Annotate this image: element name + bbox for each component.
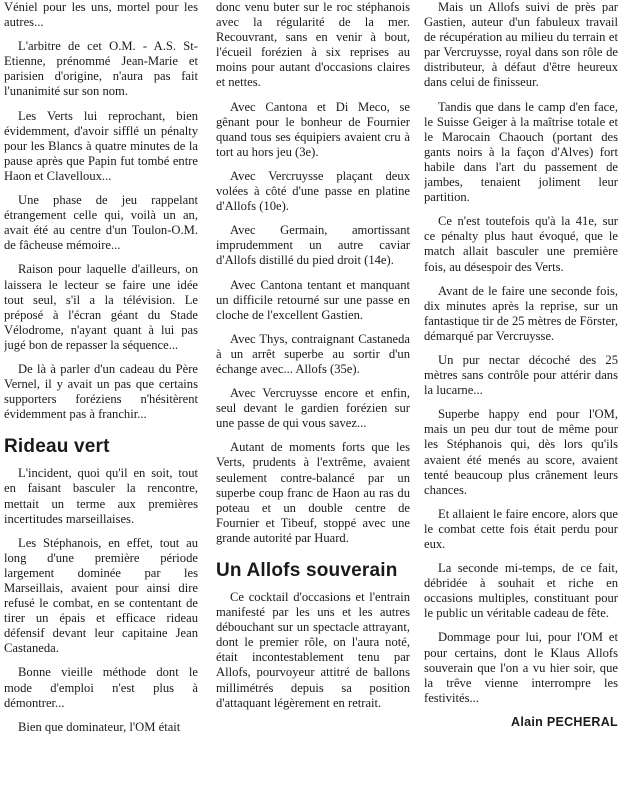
article-column-1 xyxy=(4,0,198,801)
article-paragraph: donc venu buter sur le roc stéphanois avec la régularité de la mer. Recouvrant, sans en venir à bout, l'écueil forézien à six reprises au moins pour autant d'occasions claires et nettes. xyxy=(216,0,410,90)
article-paragraph: Avec Vercruysse plaçant deux volées à côté d'une passe en platine d'Allofs (10e). xyxy=(216,168,410,214)
article-paragraph: Avec Cantona et Di Meco, se gênant pour le bonheur de Fournier quand tous ses équipiers avaient cru à tort au hors jeu (3e). xyxy=(216,99,410,159)
article-paragraph: Tandis que dans le camp d'en face, le Suisse Geiger à la maîtrise totale et le Marocain Chaouch (portant des gants noirs à la façon d'Alves) fort habile dans l'art du passement de jambes, tenaient joliment leur partition. xyxy=(424,99,618,205)
article-paragraph: L'incident, quoi qu'il en soit, tout en faisant basculer la rencontre, mettait un terme aux premières incertitudes marseillaises. xyxy=(4,466,198,526)
article-paragraph: Une phase de jeu rappelant étrangement celle qui, voilà un an, avait été au centre d'un Toulon-O.M. de fâcheuse mémoire... xyxy=(4,193,198,253)
article-paragraph: Avec Vercruysse encore et enfin, seul devant le gardien forézien sur une passe de qui vous savez... xyxy=(216,386,410,431)
article-paragraph: Avec Germain, amortissant imprudemment un autre caviar d'Allofs distillé du pied droit (14e). xyxy=(216,223,410,268)
article-paragraph: Superbe happy end pour l'OM, mais un peu dur tout de même pour les Stéphanois qui, dès lors qu'ils avaient été menés au score, avaient tenté beaucoup plus crânement leurs chances. xyxy=(424,407,618,497)
article-paragraph: Mais un Allofs suivi de près par Gastien, auteur d'un fabuleux travail de récupération au milieu du terrain et par Vercruysse, royal dans son rôle de distributeur, à défaut d'être heureux dans celui de finisseur. xyxy=(424,0,618,90)
article-paragraph: Bien que dominateur, l'OM était xyxy=(18,719,181,734)
article-paragraph: La seconde mi-temps, de ce fait, débridée à souhait et riche en occasions multiples, constituant pour le public un véritable cadeau de fête. xyxy=(424,561,618,621)
author-signature: Alain PECHERAL xyxy=(511,714,618,729)
section-heading-un-allofs-souverain: Un Allofs souverain xyxy=(216,560,398,581)
article-paragraph: Les Verts lui reprochant, bien évidemment, d'avoir sifflé un pénalty pour les Blancs à quatre minutes de la pause après que Papin fut tombé entre Haon et Clavelloux... xyxy=(4,108,198,183)
article-paragraph: Autant de moments forts que les Verts, prudents à l'extrême, avaient seulement contre-balancé par un superbe coup franc de Haon au ras du poteau et un double centre de Fournier et Tibeuf, stoppé avec une grande autorité par Huard. xyxy=(216,440,410,545)
article-paragraph: Avant de le faire une seconde fois, dix minutes après la reprise, sur un fantastique tir de 25 mètres de Förster, démarqué par Vercruysse. xyxy=(424,283,618,343)
article-paragraph: De là à parler d'un cadeau du Père Vernel, il y avait un pas que certains supporters foréziens n'hésitèrent évidemment pas à franchir... xyxy=(4,361,198,422)
section-heading-rideau-vert: Rideau vert xyxy=(4,436,110,458)
article-paragraph: Dommage pour lui, pour l'OM et pour certains, dont le Klaus Allofs souverain que l'on a vu hier soir, que la trêve vienne interrompre les festivités... xyxy=(424,630,618,705)
article-paragraph: Avec Thys, contraignant Castaneda à un arrêt superbe au sortir d'un échange avec... Allofs (35e). xyxy=(216,331,410,376)
article-paragraph: Avec Cantona tentant et manquant un difficile retourné sur une passe en cloche de l'excellent Gastien. xyxy=(216,277,410,322)
article-paragraph: Les Stéphanois, en effet, tout au long d'une première période largement dominée par les Marseillais, avaient pour ainsi dire refusé le combat, en se contentant de tirer un épais et efficace rideau défensif devant leur capitaine Jean Castaneda. xyxy=(4,535,198,656)
article-column-3 xyxy=(424,0,618,801)
article-paragraph: Bonne vieille méthode dont le mode d'emploi n'est plus à démontrer... xyxy=(4,665,198,710)
article-paragraph: Un pur nectar décoché des 25 mètres sans contrôle pour attérir dans la lucarne... xyxy=(424,352,618,398)
article-paragraph: L'arbitre de cet O.M. - A.S. St-Etienne, prénommé Jean-Marie et parisien d'origine, n'aura pas fait l'unanimité sur son nom. xyxy=(4,39,198,99)
article-paragraph: Ce cocktail d'occasions et l'entrain manifesté par les uns et les autres débouchant sur un spectacle attrayant, dont le premier rôle, on l'aura noté, était incontestablement tenu par Allofs, pourvoyeur attitré de ballons millimétrés depuis sa position d'attaquant légèrement en retrait. xyxy=(216,590,410,710)
article-column-2 xyxy=(216,0,410,801)
article-paragraph: Raison pour laquelle d'ailleurs, on laissera le lecteur se faire une idée tout seul, s'il a la télévision. Le préposé à l'écran géant du Stade Vélodrome, n'ayant quant à lui pas jugé bon de repasser la séquence... xyxy=(4,262,198,352)
article-paragraph: Véniel pour les uns, mortel pour les autres... xyxy=(4,0,198,30)
article-paragraph: Ce n'est toutefois qu'à la 41e, sur ce pénalty plus haut évoqué, que le match allait basculer une première fois, au désespoir des Verts. xyxy=(424,214,618,274)
article-paragraph: Et allaient le faire encore, alors que le combat cette fois était perdu pour eux. xyxy=(424,506,618,551)
